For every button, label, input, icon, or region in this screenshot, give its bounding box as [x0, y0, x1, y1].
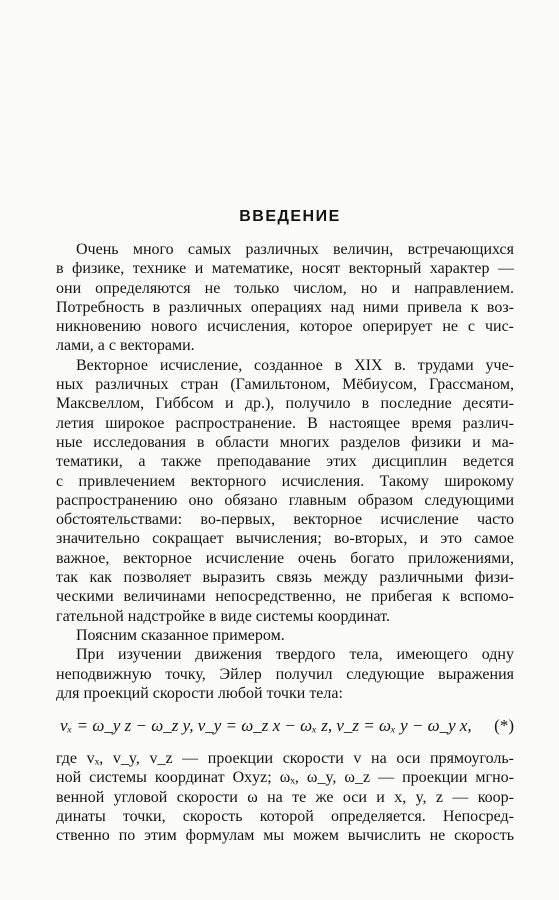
text-line: гательной надстройке в виде системы координат. [56, 607, 391, 625]
paragraph-5 [56, 749, 514, 845]
text-line: ной системы координат Oxyz; ωₓ, ω_y, ω_z — проекции мгно- [56, 769, 514, 787]
paragraph-2 [56, 356, 514, 626]
text-line: ных различных стран (Гамильтоном, Мёбиусом, Грассманом, [56, 376, 514, 394]
text-line: где vₓ, v_y, v_z — проекции скорости v на оси прямоуголь- [56, 750, 514, 768]
text-line: обстоятельствами: во-первых, векторное исчисление часто [56, 511, 514, 529]
text-line: в физике, технике и математике, носят векторный характер — [56, 260, 514, 278]
text-line: важное, векторное исчисление очень богато приложениями, [56, 549, 514, 567]
text-line: летия широкое распространение. В настоящее время различ- [56, 414, 514, 432]
text-line: тематики, а также преподавание этих дисциплин ведется [56, 453, 514, 471]
text-line: Потребность в различных операциях над ними привела к воз- [56, 298, 514, 316]
text-line: ные исследования в области многих разделов физики и ма- [56, 433, 514, 451]
text-line: венной угловой скорости ω на те же оси и x, y, z — коор- [56, 788, 514, 806]
text-line: значительно сокращает вычисления; во-вторых, и это самое [56, 530, 514, 548]
text-line: так как позволяет выразить связь между различными физи- [56, 569, 514, 587]
formula-number: (*) [494, 716, 514, 736]
paragraph-3 [56, 626, 514, 645]
text-line: они определяются не только числом, но и направлением. [56, 279, 514, 297]
text-line: ческими величинами непосредственно, не прибегая к вспомо- [56, 588, 514, 606]
text-line: При изучении движения твердого тела, имеющего одну [76, 646, 514, 664]
formula-spacer [56, 738, 514, 749]
paragraph-4 [56, 645, 514, 703]
text-line: с привлечением векторного исчисления. Такому широкому [56, 472, 514, 490]
text-line: ственно по этим формулам мы можем вычислить не скорость [56, 827, 514, 845]
text-line: Векторное исчисление, созданное в XIX в. трудами уче- [76, 356, 514, 374]
formula-spacer [56, 703, 514, 714]
text-line: распространению оно обязано главным образом следующими [56, 491, 514, 509]
text-line: никновению нового исчисления, которое оперирует не с чис- [56, 318, 514, 336]
section-title: ВВЕДЕНИЕ [239, 208, 341, 225]
text-line: для проекций скорости любой точки тела: [56, 684, 343, 702]
text-line: Максвеллом, Гиббсом и др.), получило в последние десяти- [56, 395, 514, 413]
text-line: лами, а с векторами. [56, 337, 195, 355]
paragraph-1 [56, 240, 514, 356]
euler-formula [56, 714, 514, 738]
text-line: неподвижную точку, Эйлер получил следующие выражения [56, 665, 514, 683]
text-line: Поясним сказанное примером. [76, 626, 285, 644]
text-line: динаты точки, скорость которой определяется. Непосред- [56, 808, 514, 826]
formula-expression: vₓ = ω_y z − ω_z y, v_y = ω_z x − ωₓ z, v_z = ωₓ y − ω_y x, [60, 716, 472, 736]
text-line: Очень много самых различных величин, встречающихся [76, 241, 514, 258]
text-body [56, 240, 514, 846]
